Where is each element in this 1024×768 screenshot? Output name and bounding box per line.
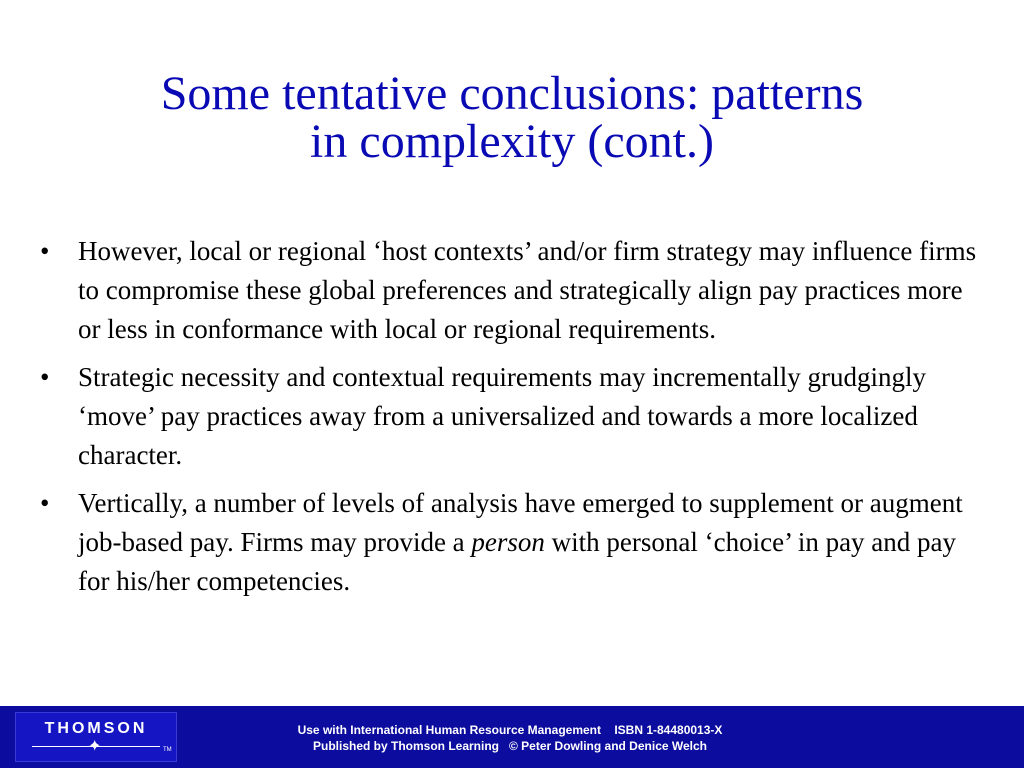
footer-credits — [180, 722, 840, 754]
bullet-text: However, local or regional ‘host contexts’ and/or firm strategy may influence firms to compromise these global preferences and strategically align pay practices more or less in conformance with local or regional requirements. — [78, 236, 977, 344]
bullet-icon: • — [40, 236, 50, 266]
bullet-text-after: with personal ‘choice’ in pay and pay for his/her competencies. — [78, 527, 957, 596]
star-icon: ✦ — [88, 736, 102, 755]
bullet-item-vertical-levels — [40, 484, 990, 601]
logo-wordmark: THOMSON — [44, 720, 148, 737]
trademark-mark: TM — [163, 747, 172, 753]
bullet-icon: • — [40, 488, 50, 518]
footer-line-2: Published by Thomson Learning © Peter Dowling and Denice Welch — [312, 739, 707, 753]
thomson-logo — [15, 712, 177, 762]
bullet-text-italic: person — [471, 527, 545, 557]
bullet-item-strategic-necessity — [40, 358, 990, 475]
slide-title-line-2: in complexity (cont.) — [310, 115, 714, 168]
bullet-list — [40, 232, 990, 610]
slide-title — [0, 67, 1024, 168]
bullet-text: Strategic necessity and contextual requirements may incrementally grudgingly ‘move’ pay practices away from a universalized and towards a more localized character. — [78, 362, 926, 470]
footer-line-1: Use with International Human Resource Management ISBN 1-84480013-X — [297, 723, 723, 737]
bullet-item-host-contexts — [40, 232, 990, 349]
footer-bar — [0, 706, 1024, 768]
bullet-text-before: Vertically, a number of levels of analysis have emerged to supplement or augment job-based pay. Firms may provide a — [78, 488, 963, 557]
bullet-icon: • — [40, 362, 50, 392]
slide-title-line-1: Some tentative conclusions: patterns — [160, 67, 864, 120]
